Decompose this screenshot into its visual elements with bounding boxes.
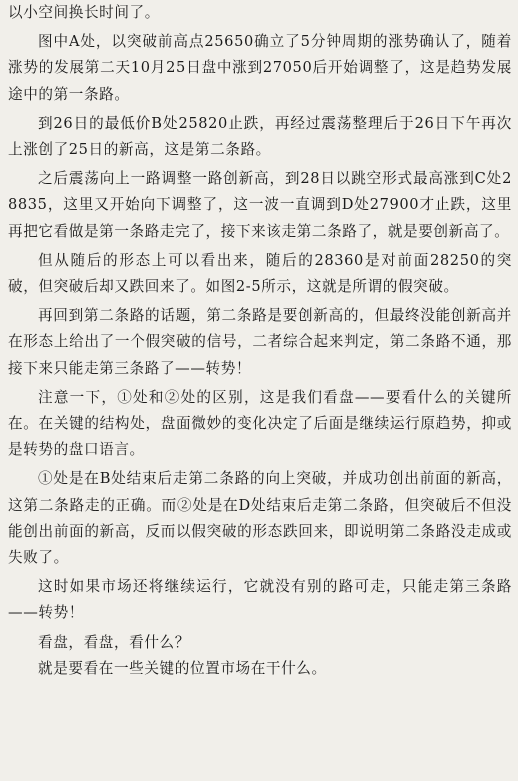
paragraph-11: 就是要看在一些关键的位置市场在干什么。 bbox=[38, 659, 327, 677]
paragraph-9: 这时如果市场还将继续运行，它就没有别的路可走，只能走第三条路——转势！ bbox=[8, 578, 512, 622]
paragraph-8: ①处是在B处结束后走第二条路的向上突破，并成功创出前面的新高，这第二条路走的正确。而②处是在D处结束后走第二条路，但突破后不但没能创出前面的新高，反而以假突破的形态跌回来，即说明第二条路没走成或失败了。 bbox=[8, 470, 512, 567]
paragraph-1: 以小空间换长时间了。 bbox=[8, 4, 160, 21]
paragraph-6: 再回到第二条路的话题，第二条路是要创新高的，但最终没能创新高并在形态上给出了一个假突破的信号，二者综合起来判定，第二条路不通，那接下来只能走第三条路了——转势！ bbox=[8, 307, 512, 377]
paragraph-3: 到26日的最低价B处25820止跌，再经过震荡整理后于26日下午再次上涨创了25日的新高，这是第二条路。 bbox=[8, 114, 512, 159]
paragraph-7: 注意一下，①处和②处的区别，这是我们看盘——要看什么的关键所在。在关键的结构处，盘面微妙的变化决定了后面是继续运行原趋势，抑或是转势的盘口语言。 bbox=[8, 388, 512, 459]
paragraph-10: 看盘，看盘，看什么？ bbox=[38, 633, 190, 651]
paragraph-5: 但从随后的形态上可以看出来，随后的28360是对前面28250的突破，但突破后却又跌回来了。如图2-5所示，这就是所谓的假突破。 bbox=[8, 251, 512, 296]
paragraph-4: 之后震荡向上一路调整一路创新高，到28日以跳空形式最高涨到C处28835，这里又开始向下调整了，这一波一直调到D处27900才止跌，这里再把它看做是第一条路走完了，接下来该走第二条路了，就是要创新高了。 bbox=[8, 170, 512, 240]
paragraph-2: 图中A处，以突破前高点25650确立了5分钟周期的涨势确认了，随着涨势的发展第二天10月25日盘中涨到27050后开始调整了，这是趋势发展途中的第一条路。 bbox=[8, 33, 512, 103]
book-page bbox=[8, 0, 512, 781]
